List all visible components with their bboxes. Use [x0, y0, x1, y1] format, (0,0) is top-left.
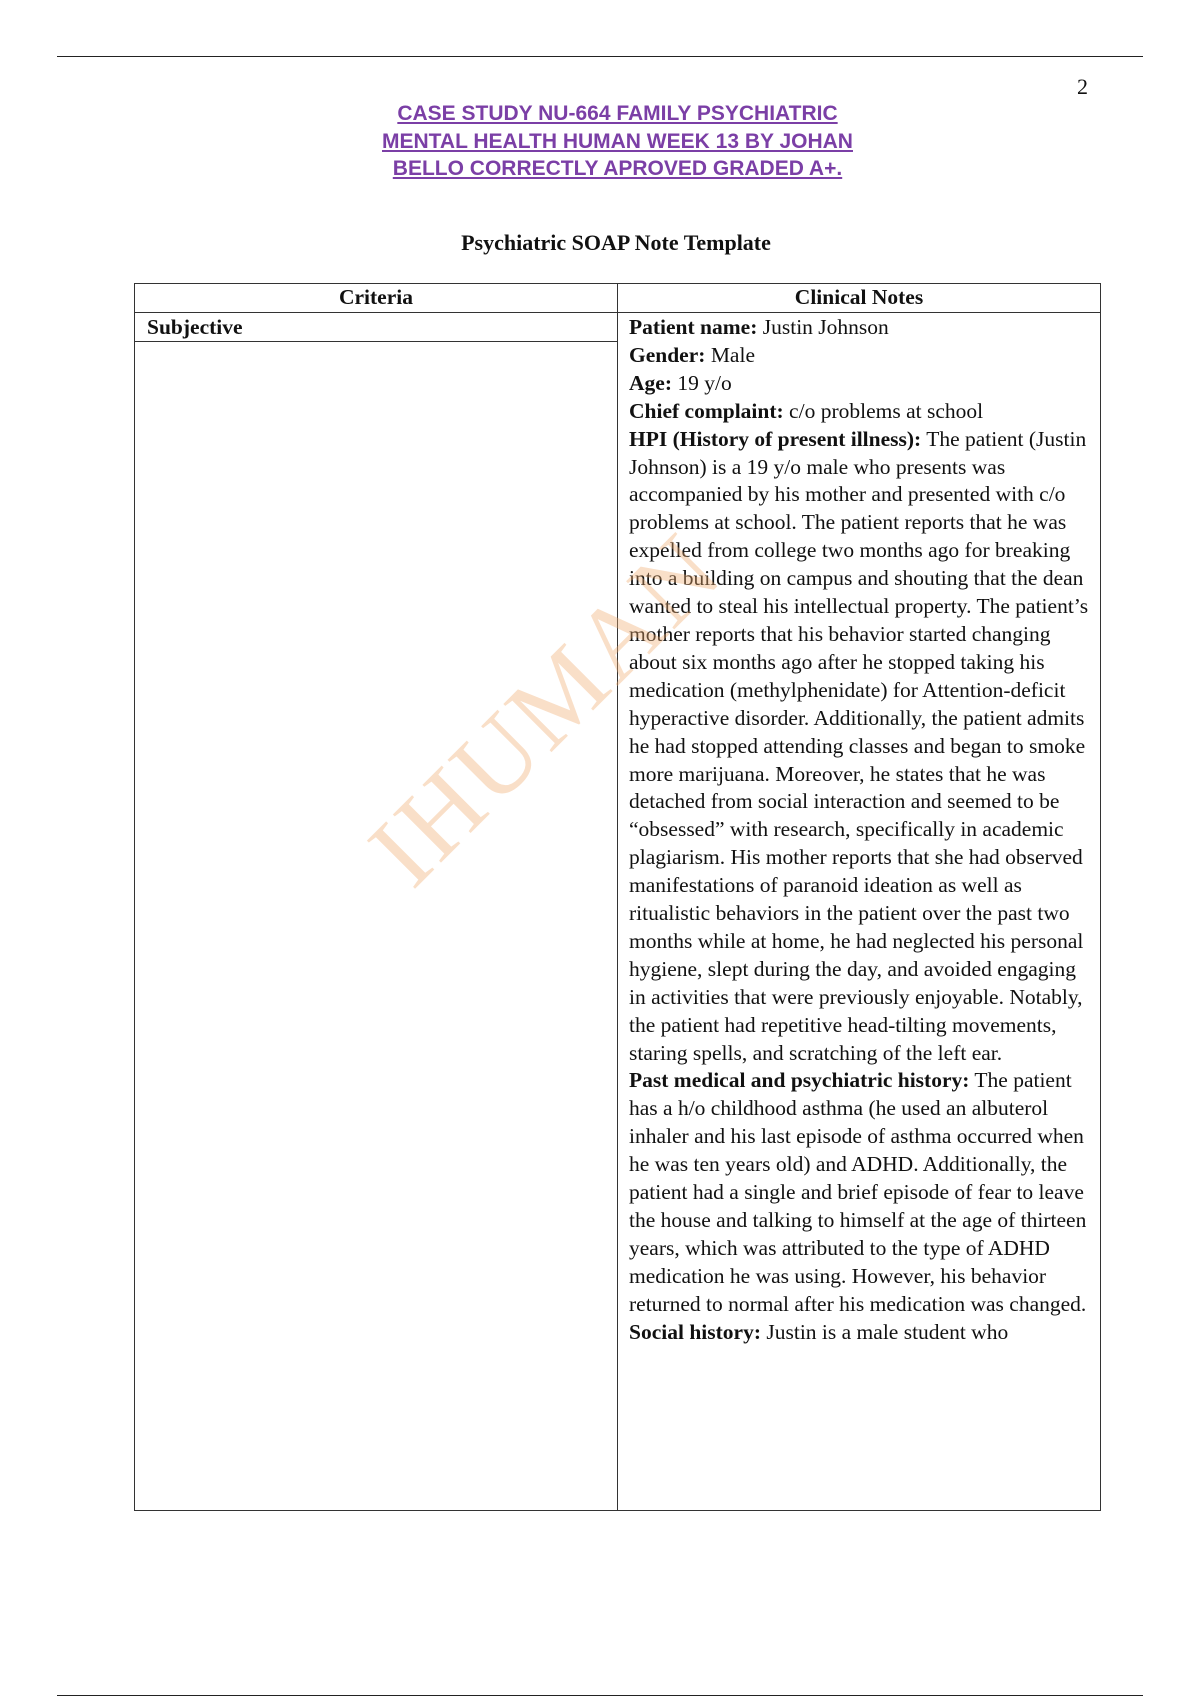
table-header-row: [135, 284, 1101, 313]
gender-value: Male: [705, 342, 755, 367]
chief-complaint-value: c/o problems at school: [783, 398, 984, 423]
patient-name-row: [629, 314, 1090, 342]
patient-name-value: Justin Johnson: [757, 315, 889, 339]
social-history-value: Justin is a male student who: [760, 1319, 1009, 1344]
page-number: 2: [1077, 74, 1088, 99]
document-title-line-1: CASE STUDY NU-664 FAMILY PSYCHIATRIC: [397, 102, 838, 125]
footer-rule: [57, 1695, 1143, 1696]
criteria-cell: [135, 313, 618, 1511]
age-row: [629, 370, 1090, 398]
gender-row: [629, 342, 1090, 370]
header-rule: [57, 56, 1143, 57]
soap-note-table: [134, 283, 1101, 1511]
document-title-line-3: BELLO CORRECTLY APROVED GRADED A+.: [392, 157, 843, 180]
subjective-label: Subjective: [135, 313, 617, 342]
social-history-row: [629, 1319, 1090, 1347]
document-title: [300, 100, 935, 183]
table-row: [135, 313, 1101, 1511]
past-history-row: [629, 1067, 1090, 1318]
age-label: Age:: [629, 370, 672, 395]
past-history-value: The patient has a h/o childhood asthma (he used an albuterol inhaler and his last episode of asthma occurred when he was ten years old) and ADHD. Additionally, the patient had a single and brief episode of fear to leave the house and talking to himself at the age of thirteen years, which was attributed to the type of ADHD medication he was using. However, his behavior returned to normal after his medication was changed.: [629, 1068, 1087, 1316]
document-title-line-2: MENTAL HEALTH HUMAN WEEK 13 BY JOHAN: [382, 129, 853, 153]
patient-name-label: Patient name:: [629, 315, 758, 339]
criteria-column-header: Criteria: [135, 284, 618, 313]
gender-label: Gender:: [629, 342, 706, 367]
template-heading: Psychiatric SOAP Note Template: [461, 230, 771, 255]
watermark-text: IHUMAN: [347, 511, 744, 908]
clinical-notes-column-header: Clinical Notes: [618, 284, 1101, 313]
hpi-row: [629, 426, 1090, 1068]
chief-complaint-label: Chief complaint:: [629, 398, 784, 423]
chief-complaint-row: [629, 398, 1090, 426]
age-value: 19 y/o: [671, 370, 732, 395]
hpi-label: HPI (History of present illness):: [629, 426, 922, 451]
social-history-label: Social history:: [629, 1319, 761, 1344]
clinical-notes-cell: [618, 313, 1101, 1511]
hpi-value: The patient (Justin Johnson) is a 19 y/o male who presents was accompanied by his mother and presented with c/o problems at school. The patient reports that he was expelled from college two months ago for breaking into a building on campus and shouting that the dean wanted to steal his intellectual property. The patient’s mother reports that his behavior started changing about six months ago after he stopped taking his medication (methylphenidate) for Attention-deficit hyperactive disorder. Additionally, the patient admits he had stopped attending classes and began to smoke more marijuana. Moreover, he states that he was detached from social interaction and seemed to be “obsessed” with research, specifically in academic plagiarism. His mother reports that she had observed manifestations of paranoid ideation as well as ritualistic behaviors in the patient over the past two months while at home, he had neglected his personal hygiene, slept during the day, and avoided engaging in activities that were previously enjoyable. Notably, the patient had repetitive head-tilting movements, staring spells, and scratching of the left ear.: [629, 426, 1089, 1065]
past-history-label: Past medical and psychiatric history:: [629, 1068, 970, 1093]
